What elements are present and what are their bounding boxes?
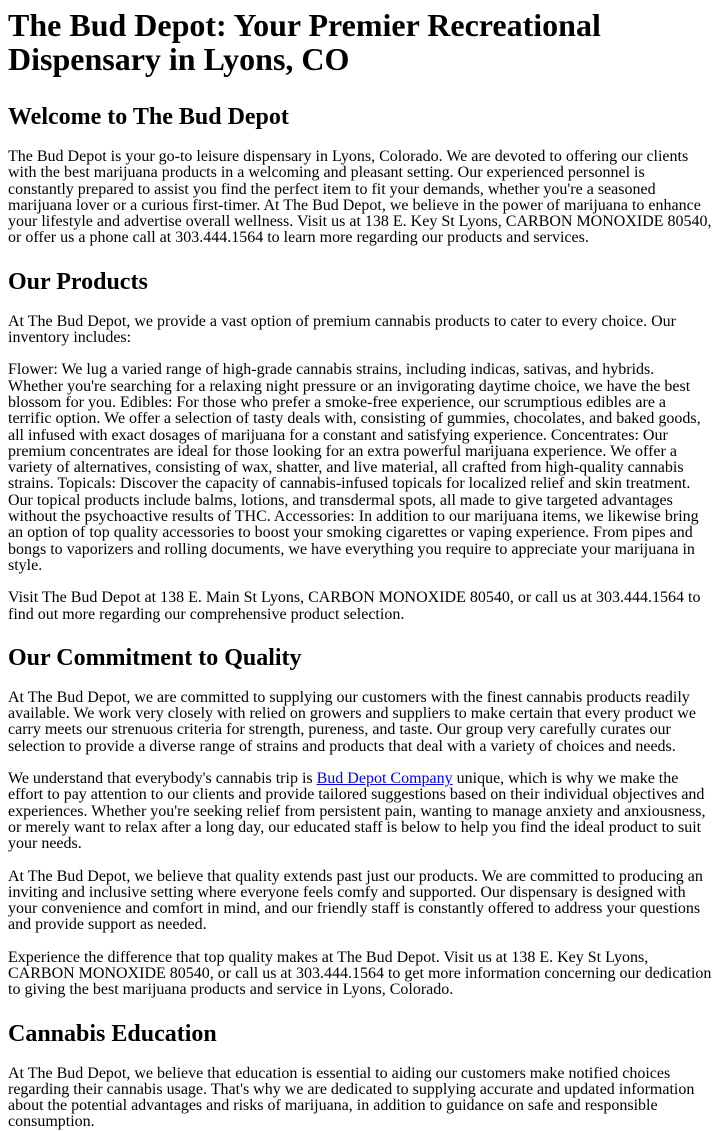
paragraph-products-list: Flower: We lug a varied range of high-grade cannabis strains, including indicas, sativas, and hybrids. Whether you're searching for a relaxing night pressure or an invigorating daytime choice, we have the best blossom for you. Edibles: For those who prefer a smoke-free experience, our scrumptious edibles are a terrific option. We offer a selection of tasty deals with, consisting of gummies, chocolates, and baked goods, all infused with exact dosages of marijuana for a constant and satisfying experience. Concentrates: Our premium concentrates are ideal for those looking for an extra powerful marijuana experience. We offer a variety of alternatives, consisting of wax, shatter, and live material, all crafted from high-quality cannabis strains. Topicals: Discover the capacity of cannabis-infused topicals for localized relief and skin treatment. Our topical products include balms, lotions, and transdermal spots, all made to give targeted advantages without the psychoactive results of THC. Accessories: In addition to our marijuana items, we likewise bring an option of top quality accessories to boost your smoking cigarettes or vaping experience. From pipes and bongs to vaporizers and rolling documents, we have everything you require to appreciate your marijuana in style. <box>8 361 701 574</box>
paragraph-welcome: The Bud Depot is your go-to leisure dispensary in Lyons, Colorado. We are devoted to offering our clients with the best marijuana products in a welcoming and pleasant setting. Our experienced personnel is constantly prepared to assist you find the perfect item to fit your demands, whether you're a seasoned marijuana lover or a curious first-timer. At The Bud Depot, we believe in the power of marijuana to enhance your lifestyle and advertise overall wellness. Visit us at 138 E. Key St Lyons, CARBON MONOXIDE 80540, or offer us a phone call at 303.444.1564 to learn more regarding our products and services. <box>8 148 712 247</box>
paragraph-quality-1: At The Bud Depot, we are committed to supplying our customers with the finest cannabis products readily available. We work very closely with relied on growers and suppliers to make certain that every product we carry meets our strenuous criteria for strength, pureness, and taste. Our group very carefully curates our selection to provide a diverse range of strains and products that deal with a variety of choices and needs. <box>8 688 696 755</box>
section-heading-education: Cannabis Education <box>8 1020 217 1047</box>
section-heading-products: Our Products <box>8 268 148 295</box>
bud-depot-company-link[interactable]: Bud Depot Company <box>316 770 453 788</box>
link-text-after: unique, which is why we make the effort to pay attention to our clients and provide tailored suggestions based on their individual objectives and experiences. Whether you're seeking relief from persistent pain, wanting to manage anxiety and anxiousness, or merely want to relax after a long day, our educated staff is below to help you find the ideal product to suit your needs. <box>8 770 706 853</box>
paragraph-quality-4: Experience the difference that top quality makes at The Bud Depot. Visit us at 138 E. Key St Lyons, CARBON MONOXIDE 80540, or call us at 303.444.1564 to get more information concerning our dedication to giving the best marijuana products and service in Lyons, Colorado. <box>8 948 712 999</box>
section-heading-quality: Our Commitment to Quality <box>8 644 302 671</box>
page-title: The Bud Depot: Your Premier Recreational Dispensary in Lyons, CO <box>8 7 601 77</box>
section-heading-welcome: Welcome to The Bud Depot <box>8 104 289 130</box>
paragraph-quality-3: At The Bud Depot, we believe that quality extends past just our products. We are committed to producing an inviting and inclusive setting where everyone feels comfy and supported. Our dispensary is designed with your convenience and comfort in mind, and our friendly staff is constantly offered to address your questions and provide support as needed. <box>8 867 703 934</box>
paragraph-products-intro: At The Bud Depot, we provide a vast option of premium cannabis products to cater to every choice. Our inventory includes: <box>8 312 676 347</box>
paragraph-quality-link <box>8 771 712 852</box>
link-text-before: We understand that everybody's cannabis trip is <box>8 770 317 788</box>
article <box>0 8 720 1131</box>
paragraph-education: At The Bud Depot, we believe that education is essential to aiding our customers make notified choices regarding their cannabis usage. That's why we are dedicated to supplying accurate and updated information about the potential advantages and risks of marijuana, in addition to guidance on safe and responsible consumption. <box>8 1064 695 1131</box>
paragraph-products-visit: Visit The Bud Depot at 138 E. Main St Lyons, CARBON MONOXIDE 80540, or call us at 303.444.1564 to find out more regarding our comprehensive product selection. <box>8 589 701 623</box>
